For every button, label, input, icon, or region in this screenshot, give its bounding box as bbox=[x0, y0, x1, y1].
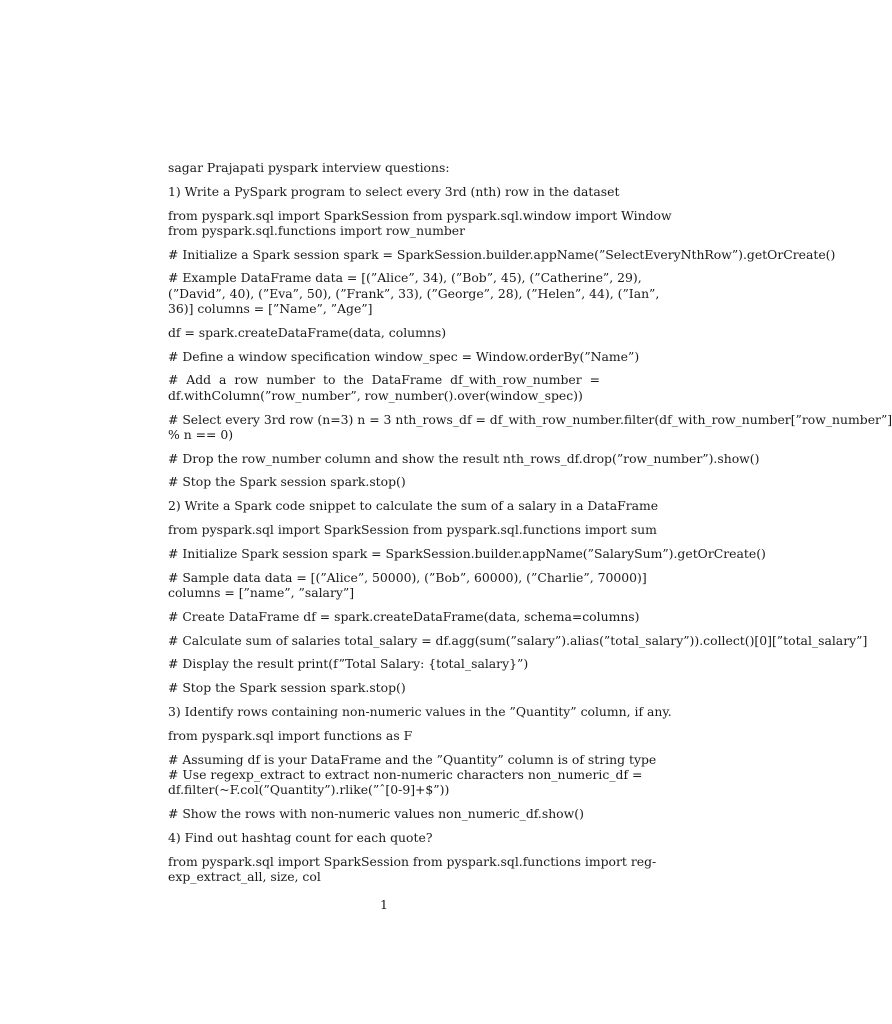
text-line: # Add a row number to the DataFrame df_with_row_number = bbox=[168, 372, 600, 388]
text-line: from pyspark.sql import functions as F bbox=[168, 727, 413, 743]
page-number: 1 bbox=[380, 897, 388, 912]
text-line: % n == 0) bbox=[168, 426, 234, 442]
text-line: sagar Prajapati pyspark interview questions: bbox=[168, 160, 450, 175]
text-line: from pyspark.sql.functions import row_number bbox=[168, 222, 466, 238]
paragraph bbox=[168, 325, 768, 340]
text-line: # Initialize Spark session spark = SparkSession.builder.appName(”SalarySum”).getOrCreate() bbox=[168, 545, 766, 561]
paragraph bbox=[168, 372, 768, 403]
text-line: from pyspark.sql import SparkSession from pyspark.sql.window import Window bbox=[168, 207, 672, 223]
paragraph bbox=[168, 498, 768, 513]
text-line: df.withColumn(”row_number”, row_number().over(window_spec)) bbox=[168, 387, 583, 403]
paragraph bbox=[168, 246, 836, 262]
text-line: df.filter(~F.col(”Quantity”).rlike(”ˆ[0-9]+$”)) bbox=[168, 782, 450, 798]
text-line: # Stop the Spark session spark.stop() bbox=[168, 680, 406, 696]
text-line: 3) Identify rows containing non-numeric values in the ”Quantity” column, if any. bbox=[168, 703, 672, 719]
paragraph bbox=[168, 270, 768, 316]
text-line: # Use regexp_extract to extract non-numeric characters non_numeric_df = bbox=[168, 766, 643, 782]
paragraph bbox=[168, 609, 768, 624]
text-line: # Display the result print(f”Total Salary: {total_salary}”) bbox=[168, 656, 529, 672]
paragraph bbox=[168, 546, 768, 561]
paragraph bbox=[168, 349, 768, 364]
paragraph bbox=[168, 570, 768, 601]
paragraph bbox=[168, 752, 768, 798]
paragraph bbox=[168, 184, 768, 199]
document-body bbox=[168, 160, 892, 893]
paragraph bbox=[168, 522, 768, 537]
paragraph bbox=[168, 632, 868, 648]
paragraph bbox=[168, 728, 768, 743]
text-line: # Show the rows with non-numeric values non_numeric_df.show() bbox=[168, 805, 584, 821]
paragraph bbox=[168, 451, 768, 466]
paragraph bbox=[168, 160, 768, 175]
text-line: 4) Find out hashtag count for each quote? bbox=[168, 829, 433, 845]
paragraph bbox=[168, 806, 768, 821]
text-line: from pyspark.sql import SparkSession from pyspark.sql.functions import sum bbox=[168, 522, 657, 538]
text-line: from pyspark.sql import SparkSession from pyspark.sql.functions import reg- bbox=[168, 853, 657, 869]
text-line: # Stop the Spark session spark.stop() bbox=[168, 474, 406, 490]
text-line: 1) Write a PySpark program to select every 3rd (nth) row in the dataset bbox=[168, 183, 620, 199]
paragraph bbox=[168, 474, 768, 489]
paragraph bbox=[168, 830, 768, 845]
paragraph bbox=[168, 411, 892, 443]
paragraph bbox=[168, 208, 768, 239]
text-line: exp_extract_all, size, col bbox=[168, 868, 321, 884]
paragraph bbox=[168, 656, 768, 671]
text-line: # Assuming df is your DataFrame and the ”Quantity” column is of string type bbox=[168, 751, 657, 767]
text-line: df = spark.createDataFrame(data, columns) bbox=[168, 324, 447, 340]
text-line: # Example DataFrame data = [(”Alice”, 34), (”Bob”, 45), (”Catherine”, 29), bbox=[168, 270, 642, 286]
text-line: 36)] columns = [”Name”, ”Age”] bbox=[168, 301, 373, 317]
text-line: # Drop the row_number column and show the result nth_rows_df.drop(”row_number”).show() bbox=[168, 450, 760, 466]
paragraph bbox=[168, 704, 768, 719]
text-line: # Calculate sum of salaries total_salary = df.agg(sum(”salary”).alias(”total_salary”)).collect()[0][”total_salary”] bbox=[168, 632, 868, 648]
text-line: (”David”, 40), (”Eva”, 50), (”Frank”, 33), (”George”, 28), (”Helen”, 44), (”Ian”, bbox=[168, 285, 660, 301]
paragraph bbox=[168, 854, 768, 885]
text-line: 2) Write a Spark code snippet to calculate the sum of a salary in a DataFrame bbox=[168, 498, 659, 514]
paragraph bbox=[168, 680, 768, 695]
text-line: # Define a window specification window_spec = Window.orderBy(”Name”) bbox=[168, 348, 640, 364]
text-line: # Select every 3rd row (n=3) n = 3 nth_rows_df = df_with_row_number.filter(df_with_row_number[”row_number”] bbox=[168, 411, 892, 427]
text-line: # Sample data data = [(”Alice”, 50000), (”Bob”, 60000), (”Charlie”, 70000)] bbox=[168, 569, 647, 585]
text-line: # Create DataFrame df = spark.createDataFrame(data, schema=columns) bbox=[168, 608, 640, 624]
text-line: columns = [”name”, ”salary”] bbox=[168, 584, 355, 600]
text-line: # Initialize a Spark session spark = SparkSession.builder.appName(”SelectEveryNthRow”).getOrCreate() bbox=[168, 246, 836, 262]
